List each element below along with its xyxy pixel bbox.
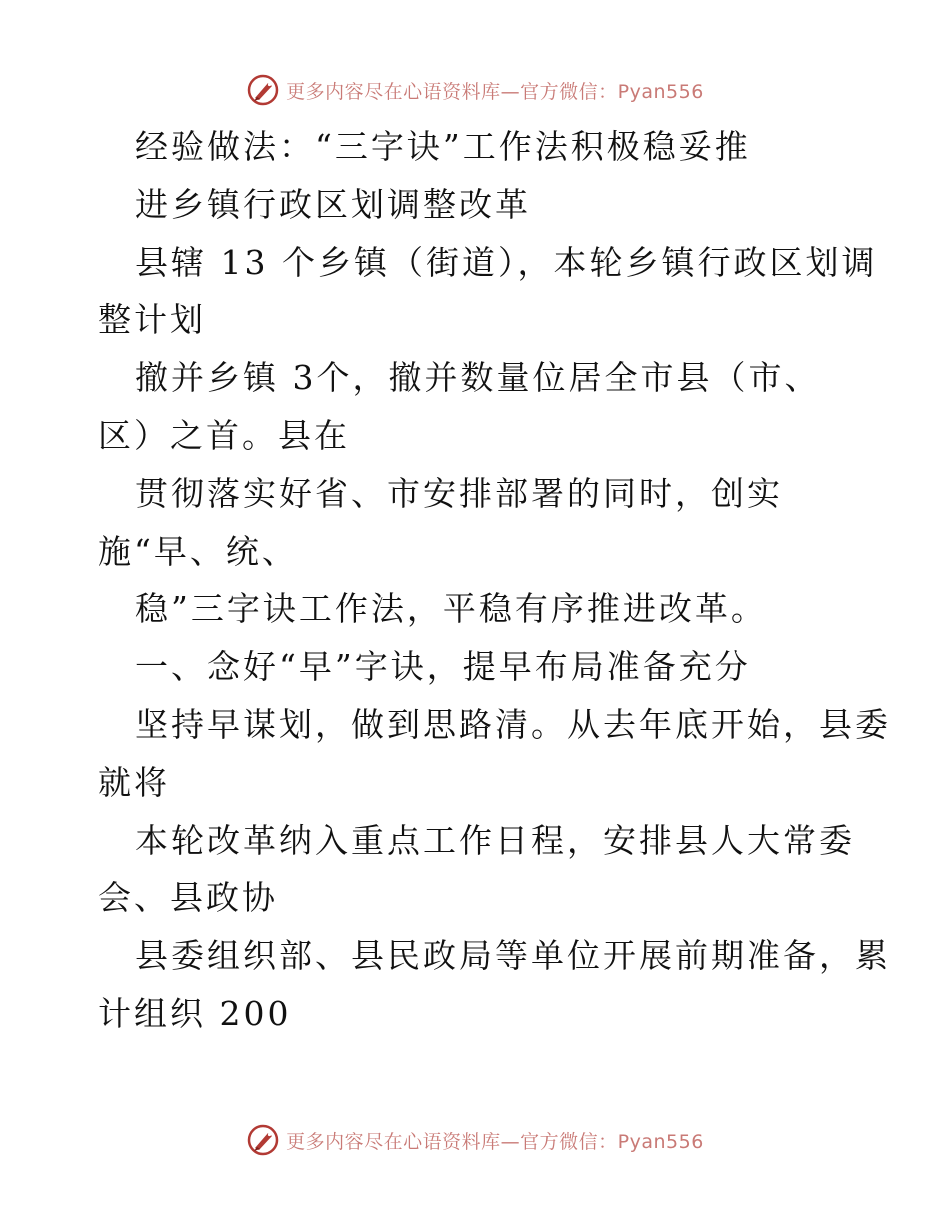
document-body [98,118,891,1043]
pen-nib-circle-icon [246,73,280,107]
text-line: 计组织 200 [98,993,292,1033]
text-line: 施“早、统、 [98,531,298,571]
text-line: 县辖 13 个乡镇（街道），本轮乡镇行政区划调 [135,242,878,282]
text-line: 坚持早谋划，做到思路清。从去年底开始，县委 [135,704,891,744]
text-line: 县委组织部、县民政局等单位开展前期准备，累 [135,936,891,976]
text-line: 撤并乡镇 3个，撤并数量位居全市县（市、 [135,358,821,398]
footer-watermark [0,1120,950,1160]
text-line: 会、县政协 [98,878,278,918]
watermark-text: 更多内容尽在心语资料库—官方微信：Pyan556 [286,80,704,103]
text-line: 本轮改革纳入重点工作日程，安排县人大常委 [135,820,855,860]
text-line: 区）之首。县在 [98,415,350,455]
text-line: 就将 [98,762,170,802]
text-line: 整计划 [98,300,206,340]
text-line: 稳”三字诀工作法，平稳有序推进改革。 [135,589,767,629]
watermark-text: 更多内容尽在心语资料库—官方微信：Pyan556 [286,1130,704,1153]
header-watermark [0,70,950,110]
text-line: 进乡镇行政区划调整改革 [135,184,531,224]
pen-nib-circle-icon [246,1123,280,1157]
text-line: 贯彻落实好省、市安排部署的同时，创实 [135,473,783,513]
section-heading: 一、念好“早”字诀，提早布局准备充分 [135,647,751,687]
text-line: 经验做法：“三字诀”工作法积极稳妥推 [135,127,751,166]
